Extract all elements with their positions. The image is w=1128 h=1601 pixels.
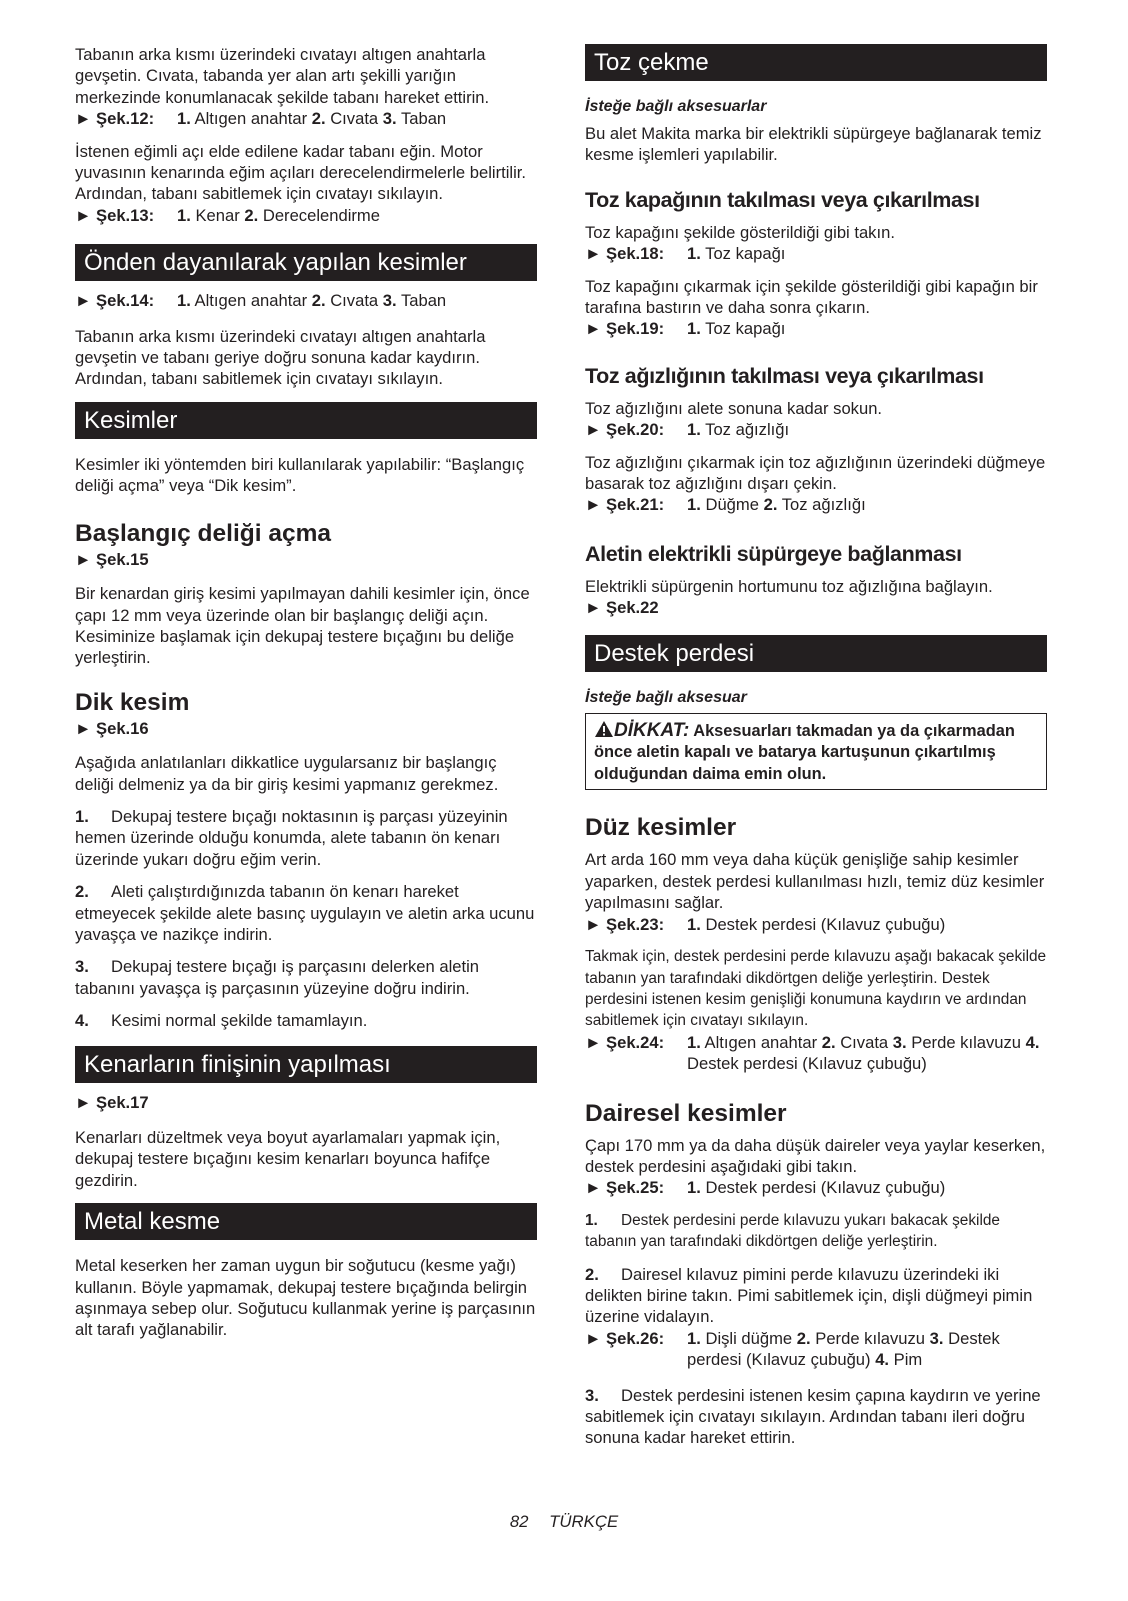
metal-cutting-paragraph: Metal keserken her zaman uygun bir soğutucu (kesme yağı) kullanın. Böyle yapmamak, dekupaj testere bıçağında belirgin aşınmaya sebep olur. Soğutucu kullanmak yerine iş parçasının alt tarafı yağlanabilir. <box>75 1256 536 1340</box>
figure-ref-20: ► Şek.20: 1. Toz ağızlığı <box>585 420 790 440</box>
figure-ref-26: ► Şek.26: 1. Dişli düğme 2. Perde kılavuzu 3. Destek perdesi (Kılavuz çubuğu) 4. Pim <box>585 1328 1000 1370</box>
circular-step-1: 1. Destek perdesini perde kılavuzu yukarı bakacak şekilde tabanın yan tarafındaki dikdörtgen deliğe yerleştirin. <box>585 1211 1000 1251</box>
figure-ref-17: ► Şek.17 <box>75 1092 149 1112</box>
figure-ref-16: ► Şek.16 <box>75 718 149 738</box>
caution-text: Aksesuarları takmadan ya da çıkarmadan önce aletin kapalı ve batarya kartuşunun çıkartılmış olduğundan daima emin olun. <box>594 721 1015 783</box>
figure-ref-21: ► Şek.21: 1. Düğme 2. Toz ağızlığı <box>585 495 866 515</box>
section-title-dust-extraction: Toz çekme <box>585 44 1047 81</box>
subsection-title-dust-cover: Toz kapağının takılması veya çıkarılması <box>585 187 980 212</box>
dust-cover-paragraph-1: Toz kapağını şekilde gösterildiği gibi takın. <box>585 222 895 242</box>
page-number: 82 <box>509 1512 529 1531</box>
page-footer <box>0 1512 1128 1532</box>
plunge-step-1: 1. Dekupaj testere bıçağı noktasının iş parçası yüzeyinin hemen üzerinde olduğu konumda, alete tabanın ön kenarı üzerinde yukarı doğru eğim verin. <box>75 806 508 869</box>
tilt-paragraph: İstenen eğimli açı elde edilene kadar tabanı eğin. Motor yuvasının kenarında eğim açıları derecelendirmelerle belirtilir. Ardından, tabanı sabitlemek için cıvatayı sıkılayın. <box>75 141 527 204</box>
section-title-cuts: Kesimler <box>75 402 537 439</box>
straight-cuts-paragraph: Art arda 160 mm veya daha küçük genişliğe sahip kesimler yaparken, destek perdesi kullanılması hızlı, temiz düz kesimler yapılmasını sağlar. <box>585 850 1045 913</box>
figure-ref-14 <box>75 290 537 311</box>
section-title-metal-cutting: Metal kesme <box>75 1203 537 1240</box>
section-title-finishing-edges: Kenarların finişinin yapılması <box>75 1046 537 1083</box>
starting-hole-paragraph: Bir kenardan giriş kesimi yapılmayan dahili kesimler için, önce çapı 12 mm veya üzerinde olan bir başlangıç deliği açın. Kesiminize başlamak için dekupaj testere bıçağını bu deliğe yerleştirin. <box>75 584 530 668</box>
intro-paragraph: Tabanın arka kısmı üzerindeki cıvatayı altıgen anahtarla gevşetin. Cıvata, tabanda yer alan artı şekilli yarığın merkezinde konumlanacak şekilde tabanı hareket ettirin. <box>75 45 490 107</box>
vacuum-paragraph: Elektrikli süpürgenin hortumunu toz ağızlığına bağlayın. <box>585 576 993 596</box>
plunge-cut-paragraph: Aşağıda anlatılanları dikkatlice uygularsanız bir başlangıç deliği delmeniz ya da bir giriş kesimi yapmanız gerekmez. <box>75 753 499 794</box>
figure-ref-tag: ► Şek.13: <box>75 205 155 225</box>
plunge-step-2: 2. Aleti çalıştırdığınızda tabanın ön kenarı hareket etmeyecek şekilde alete basınç uygulayın ve aletin arka ucunu yavaşça ve nazikçe indirin. <box>75 882 535 944</box>
figure-ref-22: ► Şek.22 <box>585 598 659 618</box>
straight-cuts-install-paragraph: Takmak için, destek perdesini perde kılavuzu aşağı bakacak şekilde tabanın yan tarafındaki dikdörtgen deliğe yerleştirin. Destek perdesini istenen kesim genişliği konumuna kaydırın ve ardından sabitlemek için cıvatayı sıkılayın. <box>585 948 1047 1030</box>
warning-triangle-icon <box>594 720 614 738</box>
caution-box <box>585 713 1047 791</box>
finishing-paragraph: Kenarları düzeltmek veya boyut ayarlamaları yapmak için, dekupaj testere bıçağını kesim kenarları boyunca hafifçe gezdirin. <box>75 1128 501 1190</box>
circular-step-2: 2. Dairesel kılavuz pimini perde kılavuzu üzerindeki iki delikten birine takın. Pimi sabitlemek için, dişli düğmeyi pimin üzerine vidalayın. <box>585 1264 1033 1327</box>
figure-ref-legend: 1. Altıgen anahtar 2. Cıvata 3. Taban <box>177 109 447 129</box>
figure-ref-18: ► Şek.18: 1. Toz kapağı <box>585 244 786 264</box>
figure-ref-15: ► Şek.15 <box>75 549 149 569</box>
figure-ref-13 <box>75 205 537 226</box>
figure-ref-tag: ► Şek.14: <box>75 291 155 311</box>
dust-paragraph: Bu alet Makita marka bir elektrikli süpürgeye bağlanarak temiz kesme işlemleri yapılabilir. <box>585 124 1042 165</box>
language-label: TÜRKÇE <box>549 1512 619 1531</box>
figure-ref-tag: ► Şek.12: <box>75 109 155 129</box>
circular-cuts-paragraph: Çapı 170 mm ya da daha düşük daireler veya yaylar keserken, destek perdesini aşağıdaki gibi takın. <box>585 1135 1046 1176</box>
subsection-title-dust-nozzle: Toz ağızlığının takılması veya çıkarılması <box>585 363 984 388</box>
plunge-step-4: 4. Kesimi normal şekilde tamamlayın. <box>75 1011 368 1031</box>
subsection-title-plunge-cut: Dik kesim <box>75 688 190 716</box>
caution-label: DİKKAT: <box>614 719 690 741</box>
figure-ref-12 <box>75 108 537 129</box>
circular-step-3: 3. Destek perdesini istenen kesim çapına kaydırın ve yerine sabitlemek için cıvatayı sıkılayın. Ardından tabanı ileri doğru sonuna kadar hareket ettirin. <box>585 1385 1041 1448</box>
front-cuts-paragraph: Tabanın arka kısmı üzerindeki cıvatayı altıgen anahtarla gevşetin ve tabanı geriye doğru sonuna kadar kaydırın. Ardından, tabanı sabitlemek için cıvatayı sıkılayın. <box>75 326 486 389</box>
right-column <box>585 44 1047 1449</box>
figure-ref-25: ► Şek.25: 1. Destek perdesi (Kılavuz çubuğu) <box>585 1178 946 1198</box>
figure-ref-legend: 1. Kenar 2. Derecelendirme <box>177 205 380 225</box>
subsection-title-vacuum: Aletin elektrikli süpürgeye bağlanması <box>585 541 962 566</box>
figure-ref-19: ► Şek.19: 1. Toz kapağı <box>585 319 786 339</box>
subsection-title-starting-hole: Başlangıç deliği açma <box>75 519 331 547</box>
optional-accessories-label: İsteğe bağlı aksesuarlar <box>585 98 767 115</box>
plunge-step-3: 3. Dekupaj testere bıçağı iş parçasını delerken aletin tabanını yavaşça iş parçasının yüzeyine doğru indirin. <box>75 957 480 998</box>
cuts-paragraph: Kesimler iki yöntemden biri kullanılarak yapılabilir: “Başlangıç deliği açma” veya “Dik kesim”. <box>75 454 525 496</box>
dust-cover-paragraph-2: Toz kapağını çıkarmak için şekilde gösterildiği gibi kapağın bir tarafına bastırın ve daha sonra çıkarın. <box>585 276 1038 318</box>
section-title-front-cuts: Önden dayanılarak yapılan kesimler <box>75 244 537 281</box>
figure-ref-24: ► Şek.24: 1. Altıgen anahtar 2. Cıvata 3. Perde kılavuzu 4. Destek perdesi (Kılavuz çubuğu) <box>585 1032 1040 1074</box>
figure-ref-legend: 1. Altıgen anahtar 2. Cıvata 3. Taban <box>177 291 447 311</box>
dust-nozzle-paragraph-2: Toz ağızlığını çıkarmak için toz ağızlığının üzerindeki düğmeye basarak toz ağızlığını dışarı çekin. <box>585 452 1046 494</box>
dust-nozzle-paragraph-1: Toz ağızlığını alete sonuna kadar sokun. <box>585 398 883 418</box>
optional-accessory-label: İsteğe bağlı aksesuar <box>585 688 747 706</box>
subsection-title-circular-cuts: Dairesel kesimler <box>585 1099 787 1127</box>
subsection-title-straight-cuts: Düz kesimler <box>585 814 737 842</box>
section-title-rip-fence: Destek perdesi <box>585 635 1047 672</box>
figure-ref-23: ► Şek.23: 1. Destek perdesi (Kılavuz çubuğu) <box>585 914 946 934</box>
left-column <box>75 44 537 1341</box>
